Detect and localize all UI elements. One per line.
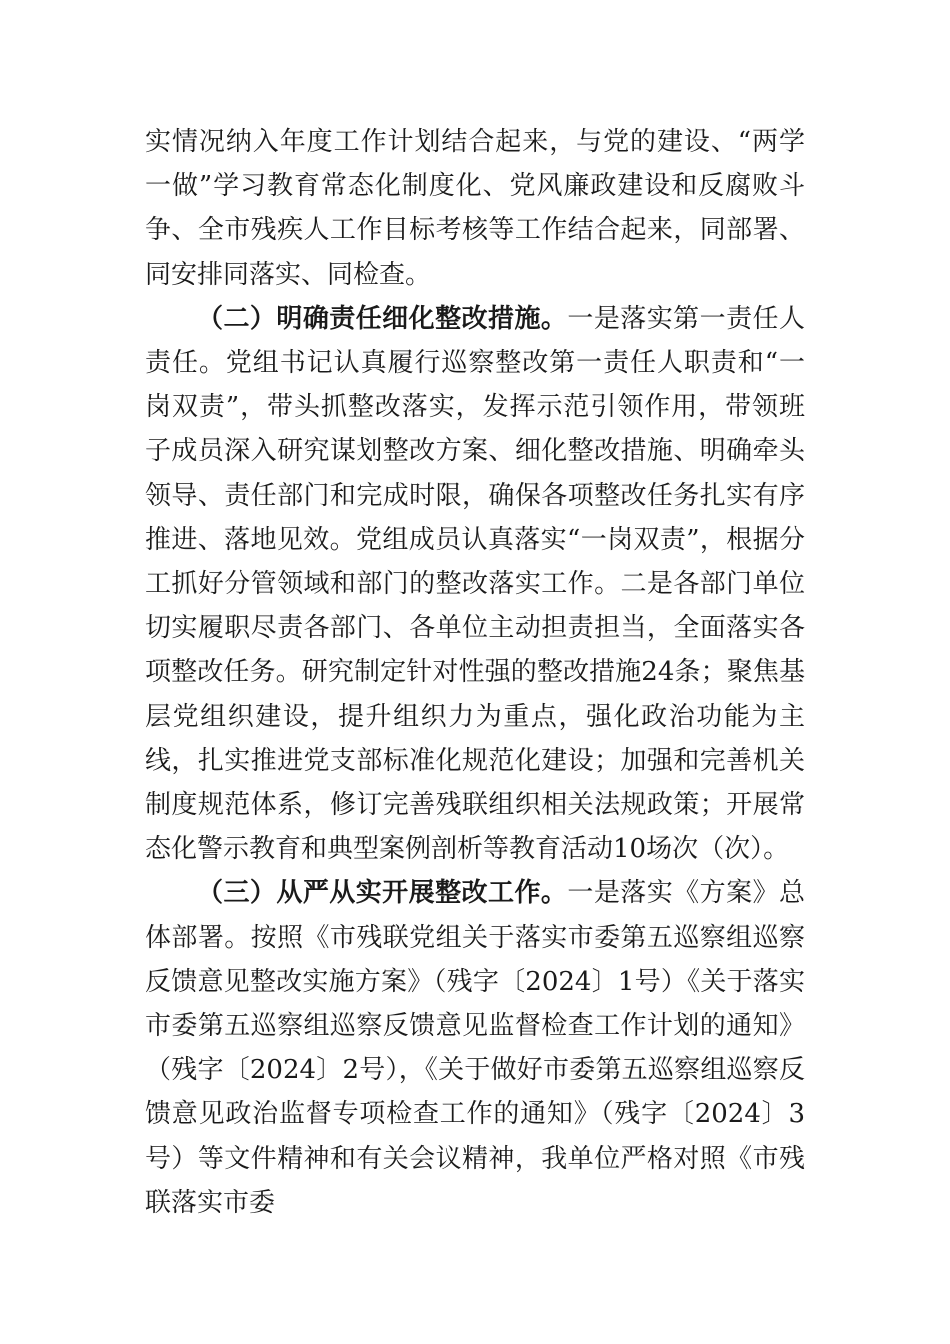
- section-2-body: 一是落实第一责任人责任。党组书记认真履行巡察整改第一责任人职责和“一岗双责”，带头抓整改落实，发挥示范引领作用，带领班子成员深入研究谋划整改方案、细化整改措施、明确牵头领导、责任部门和完成时限，确保各项整改任务扎实有序推进、落地见效。党组成员认真落实“一岗双责”，根据分工抓好分管领域和部门的整改落实工作。二是各部门单位切实履职尽责各部门、各单位主动担责担当，全面落实各项整改任务。研究制定针对性强的整改措施24条；聚焦基层党组织建设，提升组织力为重点，强化政治功能为主线，扎实推进党支部标准化规范化建设；加强和完善机关制度规范体系，修订完善残联组织相关法规政策；开展常态化警示教育和典型案例剖析等教育活动10场次（次）。: [145, 303, 805, 865]
- paragraph-section-3: [145, 871, 805, 1225]
- section-2-heading: （二）明确责任细化整改措施。: [197, 303, 568, 334]
- document-body: [145, 120, 805, 1225]
- section-3-body: 一是落实《方案》总体部署。按照《市残联党组关于落实市委第五巡察组巡察反馈意见整改实施方案》（残字〔2024〕1号）《关于落实市委第五巡察组巡察反馈意见监督检查工作计划的通知》（残字〔2024〕2号），《关于做好市委第五巡察组巡察反馈意见政治监督专项检查工作的通知》（残字〔2024〕3号）等文件精神和有关会议精神，我单位严格对照《市残联落实市委: [145, 878, 805, 1218]
- section-3-heading: （三）从严从实开展整改工作。: [197, 878, 568, 909]
- paragraph-continued: 实情况纳入年度工作计划结合起来，与党的建设、“两学一做”学习教育常态化制度化、党风廉政建设和反腐败斗争、全市残疾人工作目标考核等工作结合起来，同部署、同安排同落实、同检查。: [145, 127, 805, 290]
- paragraph-section-2: [145, 297, 805, 872]
